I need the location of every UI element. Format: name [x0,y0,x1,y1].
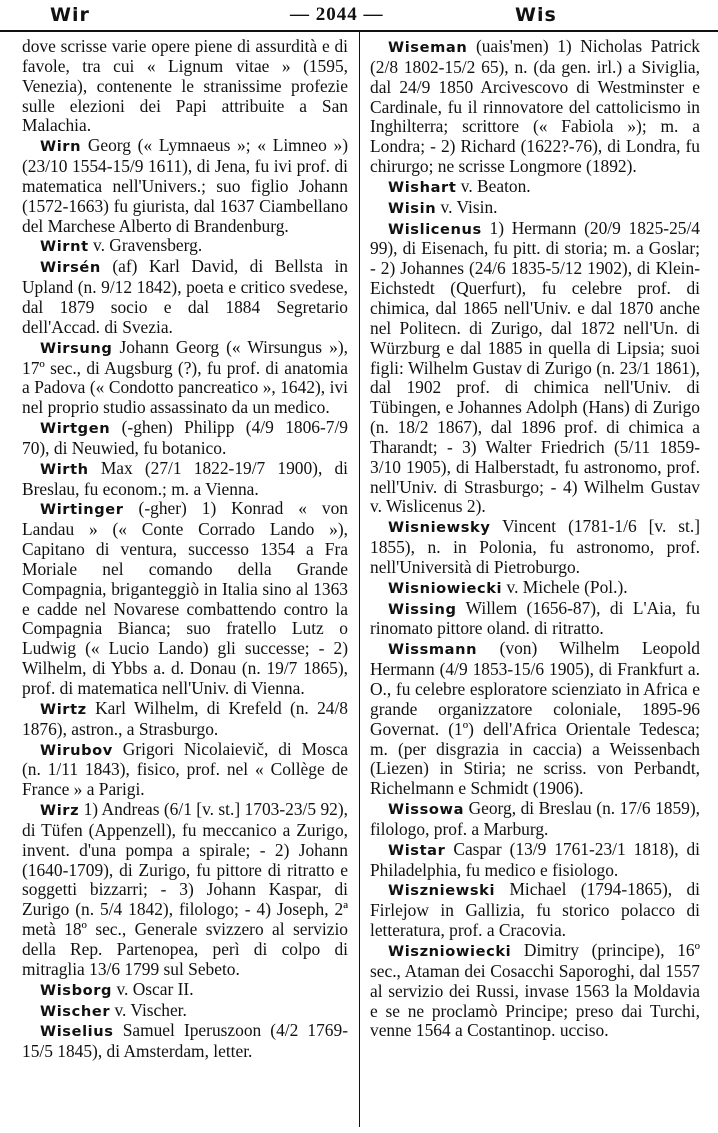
dictionary-entry [22,499,348,698]
entry-headword: Wiseman [388,39,468,56]
dictionary-entry [22,236,348,257]
entry-headword: Wirth [40,460,89,478]
page-header [0,0,718,34]
dictionary-entry [22,338,348,418]
left-column [22,37,348,1062]
entry-headword: Wirnt [40,238,89,256]
entry-headword: Wislicenus [388,220,482,238]
entry-headword: Wisniewsky [388,519,491,537]
entry-headword: Wirtz [40,700,87,718]
dictionary-entry [22,740,348,801]
dictionary-entry [22,418,348,459]
entry-text: Georg, di Breslau (n. 17/6 1859), filologo, prof. a Marburg. [370,798,700,839]
entry-headword: Wiszniewski [388,882,496,900]
entry-headword: Wirsén [40,259,101,277]
entry-text: 1) Andreas (6/1 [v. st.] 1703-23/5 92), di Tüfen (Appenzell), fu meccanico a Zurigo, invent. d'una pompa a spirale; - 2) Johann (1640-1709), di Zurigo, fu pittore di ritratto e soggetti bizzarri; - 3) Johann Kaspar, di Zurigo (n. 5/4 1842), filologo; - 4) Joseph, 2ª metà 18º sec., Generale svizzero al servizio della Rep. Partenopea, perì di colpo di mitraglia 13/6 1799 sul Sebeto. [22,799,348,979]
dictionary-entry [370,37,700,177]
entry-headword: Wistar [388,841,446,859]
dictionary-entry [370,219,700,518]
entry-headword: Wisniowiecki [388,579,503,597]
dictionary-entry [22,1021,348,1062]
entry-text: Karl Wilhelm, di Krefeld (n. 24/8 1876), astron., a Strasburgo. [22,697,348,739]
page-number: — 2044 — [290,4,384,25]
entry-headword: Wirtinger [40,501,124,519]
entry-text: v. Michele (Pol.). [506,576,628,597]
dictionary-entry [22,459,348,500]
entry-text: v. Gravensberg. [93,235,203,256]
entry-text: (af) Karl David, di Bellsta in Upland (n. 9/12 1842), poeta e critico svedese, dal 1879 socio e dal 1884 Segretario dell'Accad. di Svezia. [22,256,348,337]
dictionary-entry [370,599,700,640]
entry-text: 1) Hermann (20/9 1825-25/4 99), di Eisenach, fu pitt. di storia; m. a Goslar; - 2) Johannes (24/6 1835-5/12 1902), di Klein-Eichstedt (Querfurt), fu celebre prof. di chimica, dal 1865 nell'Univ. e dal 1870 anche nel Politecn. di Zurigo, dal 1872 nell'Un. di Würzburg e dal 1885 in quella di Lipsia; suoi figli: Wilhelm Gustav di Zurigo (n. 23/1 1861), dal 1902 prof. di chimica nell'Univ. di Tübingen, e Johannes Adolph (Hans) di Zurigo (n. 18/2 1867), dal 1896 prof. di chimica a Tharandt; - 3) Walter Friedrich (5/11 1859-3/10 1905), di Halberstadt, fu astronomo, prof. nell'Univ. di Strasburgo; - 4) Wilhelm Gustav v. Wislicenus 2). [370,217,700,517]
entry-text: Vincent (1781-1/6 [v. st.] 1855), n. in Polonia, fu astronomo, prof. nell'Università di Pietroburgo. [370,516,700,577]
entry-headword: Wissowa [388,801,465,819]
entry-headword: Wirsung [40,339,113,357]
dictionary-entry [370,517,700,578]
dictionary-entry [370,198,700,219]
dictionary-entry [370,941,700,1041]
entry-headword: Wirn [40,138,82,156]
entry-text: Max (27/1 1822-19/7 1900), di Breslau, fu econom.; m. a Vienna. [22,457,348,499]
entry-text: Michael (1794-1865), di Firlejow in Gallizia, fu storico polacco di letteratura, prof. a Cracovia. [370,879,700,941]
dictionary-entry [370,840,700,881]
entry-text: Willem (1656-87), di L'Aia, fu rinomato pittore oland. di ritratto. [370,597,700,639]
entry-text: Georg (« Lymnaeus »; « Limneo ») (23/10 1554-15/9 1611), di Jena, fu ivi prof. di matematica nell'Univers.; suo figlio Johann (1572-1663) fu giurista, dal 1637 Ciambellano del Marchese Alberto di Brandenburg. [22,135,348,236]
entry-headword: Wischer [40,1002,111,1020]
entry-headword: Wirtgen [40,420,111,438]
dictionary-entry [22,1001,348,1022]
entry-text: Grigori Nicolaievič, di Mosca (n. 1/11 1843), fisico, prof. nel « Collège de France » a Parigi. [22,738,348,800]
dictionary-entry [22,136,348,236]
dictionary-entry [370,177,700,198]
entry-text: v. Visin. [440,196,498,217]
entry-text: (von) Wilhelm Leopold Hermann (4/9 1853-15/6 1905), di Frankfurt a. O., fu celebre esploratore scienziato in Africa e grande organizzatore coloniale, 1895-96 Governat. (1º) dell'Africa Orientale Tedesca; m. (per disgrazia in caccia) a Weissenbach (Liezen) in Stiria; ne scriss. von Perbandt, Richelmann e Schmidt (1906). [370,638,700,799]
dictionary-entry [370,578,700,599]
header-right-guideword: Wis [515,4,557,26]
entry-headword: Wisin [388,199,437,217]
dictionary-entry [22,37,348,136]
entry-headword: Wiselius [40,1023,114,1041]
entry-text: dove scrisse varie opere piene di assurdità e di favole, tra cui « Lignum vitae » (1595, Venezia), contenente le stranissime profezie sulle elezioni dei Papi attribuite a San Malachia. [22,36,348,136]
entry-headword: Wirubov [40,741,113,759]
entry-headword: Wissmann [388,641,478,659]
entry-text: v. Oscar II. [116,978,194,999]
right-column [370,37,700,1041]
entry-text: v. Vischer. [114,999,187,1020]
dictionary-entry [22,800,348,980]
dictionary-entry [370,880,700,941]
dictionary-entry [22,699,348,740]
entry-text: Dimitry (principe), 16º sec., Ataman dei Cosacchi Saporoghi, dal 1557 al servizio dei Russi, invase 1563 la Moldavia e se ne proclamò Principe; preso dai Turchi, venne 1564 a Costantinop. ucciso. [370,939,700,1041]
entry-headword: Wissing [388,600,457,618]
entry-headword: Wiszniowiecki [388,942,512,960]
column-separator [359,32,360,1127]
entry-text: Samuel Iperuszoon (4/2 1769-15/5 1845), di Amsterdam, letter. [22,1020,348,1062]
header-left-guideword: Wir [50,4,90,26]
dictionary-entry [22,980,348,1001]
entry-text: Caspar (13/9 1761-23/1 1818), di Philadelphia, fu medico e fisiologo. [370,838,700,880]
dictionary-entry [22,257,348,337]
dictionary-entry [370,639,700,799]
entry-headword: Wishart [388,178,457,196]
entry-headword: Wirz [40,802,80,820]
dictionary-entry [370,799,700,840]
entry-text: v. Beaton. [460,175,531,196]
entry-headword: Wisborg [40,981,113,999]
entry-text: Johann Georg (« Wirsungus »), 17º sec., di Augsburg (?), fu prof. di anatomia a Padova (« Condotto pancreatico », 1642), ivi nel proprio studio assassinato da un medico. [22,336,348,418]
entry-text: (-ghen) Philipp (4/9 1806-7/9 70), di Neuwied, fu botanico. [22,417,348,458]
entry-text: (-gher) 1) Konrad « von Landau » (« Conte Corrado Lando »), Capitano di ventura, successo 1354 a Fra Moriale nel comando della Grande Compagnia, brigantеggiò in Italia sino al 1363 e cadde nel Novarese combattendo contro la Compagnia Bianca; suo fratello Lutz o Ludwig (« Lucio Lando) gli successe; - 2) Wilhelm, di Ybbs a. d. Donau (n. 19/7 1865), prof. di matematica nell'Univ. di Vienna. [22,498,348,698]
entry-text: (uais'men) 1) Nicholas Patrick (2/8 1802-15/2 65), n. (da gen. irl.) a Siviglia, dal 24/9 1850 Arcivescovo di Westminster e Cardinale, fu il rinnovatore del cattolicismo in Inghilterra; scrittore (« Fabiola »); m. a Londra; - 2) Richard (1622?-76), di Londra, fu chirurgo; ne scrisse Longmore (1892). [370,36,700,177]
